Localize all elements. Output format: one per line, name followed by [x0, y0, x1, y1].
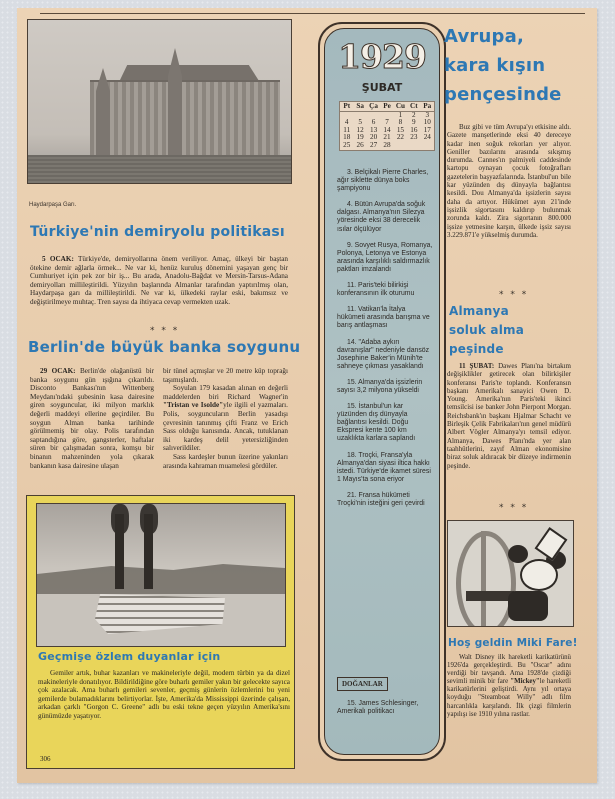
calendar-event: 18. Troçki, Fransa'yla Almanya'dan siyasi iltica hakkı istedi. Türkiye'de ikamet süresi 1 Mayıs'ta sona eriyor	[337, 451, 431, 483]
calendar-event: 14. "Adaba aykırı davranışlar" nedeniyle dansöz Josephine Baker'in Münih'te sahneye çıkması yasaklandı	[337, 338, 430, 370]
date-label: 29 OCAK:	[40, 367, 76, 375]
calendar-event: 21. Fransa hükümeti Troçki'nin isteğini geri çevirdi	[337, 491, 425, 507]
calendar-day: 23	[410, 133, 418, 141]
calendar-day: 6	[371, 118, 376, 126]
headline-line: Almanya	[449, 304, 509, 318]
paragraph: Sass kardeşler bunun üzerine yakınları arasında kahraman muamelesi gördüler.	[163, 452, 288, 470]
separator-stars: * * *	[150, 326, 180, 336]
article-text: Türkiye'de, demiryollarına önem veriliyor. Amaç, ülkeyi bir baştan ötekine demir ağlarla örmek... Ne var ki, henüz kuruluş dönemini yaşayan genç bir Cumhuriyet için pek zor bir iş... Bu arada, Anadolu-Bağdat ve Mersin-Tarsus-Adana demiryolları millileştirildi. Yüzyılın başlarında Almanlar tarafından yaptırılmış olan, Haydarpaşa garı da millileştirildi. Ne var ki, ülkedeki raylar eski, bakımsız ve değiştirilmeye muhtaç. Tren sayısı da ihtiyaca cevap vermekten uzak.	[30, 255, 288, 306]
weekday-header: Pt	[340, 103, 353, 112]
calendar-day: 20	[369, 133, 378, 141]
article-germany-body	[447, 362, 571, 470]
article-railway-body	[30, 255, 288, 307]
top-rule	[40, 13, 585, 14]
article-text: Soyulan 179 kasadan alınan en değerli maddelerden biri Richard Wagner'in	[163, 384, 288, 401]
page-number: 306	[40, 755, 51, 763]
headline-line: kara kışın	[444, 55, 546, 76]
article-text: le hareketli karikatürlerini geliştirdi. Aynı yıl ortaya koyduğu "Steamboat Willy" adlı film harcanlıkla karşılandı. İlk çizgi filmlerin yapılışı ise 1910 yılına rastlar.	[447, 678, 571, 718]
calendar-event: 4. Bütün Avrupa'da soğuk dalgası. Almanya'nın Silezya yöresinde eksi 38 derecelik ısılar ölçülüyor	[337, 201, 426, 233]
calendar-day: 2	[412, 110, 416, 119]
calendar-month: ŞUBAT	[361, 81, 403, 94]
headline-line: Avrupa,	[444, 26, 524, 47]
calendar-day: 22	[396, 133, 405, 141]
birth-entry: 15. James Schlesinger, Amerikalı politikacı	[337, 700, 419, 716]
paddle-steamer-photo	[36, 503, 286, 647]
article-berlin-col1	[30, 367, 154, 470]
article-mickey-body	[447, 654, 571, 719]
weekday-header: Ct	[407, 103, 420, 112]
calendar-day: 11	[343, 125, 351, 134]
calendar-day: 15	[396, 125, 405, 134]
calendar-day: 24	[423, 133, 431, 141]
calendar-day: 7	[385, 118, 389, 126]
births-list	[337, 700, 433, 724]
calendar-day: 18	[343, 133, 351, 141]
calendar-day: 26	[356, 140, 364, 149]
article-text: Berlin'de olağanüstü bir banka soygunu gün ışığına çıkarıldı. Disconto Bankası'nın Wittenberg Meydanı'ndaki şubesinin kasa dairesine giren soyguncular, iki milyon marklık değerli maddeyi ellerine geçirdiler. Bu soygun Alman banka tarihinde görülmemiş bir olay. Polis tarafından saptandığına göre, gangsterler, haftalar süren bir çalışmadan sonra, komşu bir binanın mahzeninden yola çıkarak bankanın kasa dairesine ulaşan	[30, 367, 154, 470]
calendar-event: 15. İstanbul'un kar yüzünden dış dünyayla bağlantısı kesildi. Doğu Ekspresi kente 100 km uzaklıkta karlara saplandı	[337, 403, 416, 443]
headline-mickey: Hoş geldin Miki Fare!	[448, 637, 578, 649]
calendar-day: 25	[343, 140, 351, 149]
calendar-event: 15. Almanya'da işsizlerin sayısı 3,2 milyona yükseldi	[337, 378, 423, 394]
mickey-mouse-photo	[447, 520, 574, 627]
calendar-day: 17	[423, 125, 431, 134]
weekday-header: Ça	[367, 103, 380, 112]
calendar-events	[337, 169, 433, 516]
headline-railway-policy: Türkiye'nin demiryolu politikası	[30, 224, 285, 240]
weekday-header: Pe	[380, 103, 393, 112]
calendar-day	[394, 142, 407, 150]
calendar-day: 21	[383, 133, 391, 141]
headline-line: peşinde	[449, 342, 504, 356]
date-label: 11 ŞUBAT:	[459, 362, 495, 370]
calendar-year: 1929	[338, 37, 426, 76]
calendar-day: 28	[383, 140, 391, 149]
separator-stars: * * *	[499, 290, 529, 300]
date-label: 5 OCAK:	[42, 255, 74, 263]
calendar-day: 1	[398, 110, 403, 119]
calendar-day	[421, 142, 434, 150]
headline-line: soluk alma	[449, 323, 525, 337]
calendar-event: 3. Belçikalı Pierre Charles, ağır siklette dünya boks şampiyonu	[337, 169, 429, 193]
headline-europe-winter	[444, 22, 562, 109]
calendar-day	[407, 142, 420, 150]
calendar-event: 11. Vatikan'la İtalya hükümeti arasında barışma ve barış antlaşması	[337, 306, 430, 330]
haydarpasa-station-photo	[27, 19, 292, 184]
headline-nostalgia: Geçmişe özlem duyanlar için	[38, 650, 221, 663]
article-winter-body: Buz gibi ve tüm Avrupa'yı etkisine aldı. Gazete manşetlerinde eksi 40 dereceye kadar inen soğuk rekorları yer alıyor. Geniller bazılarını arasında sıkışmış durumda. Cannes'ın palmiyeli caddesinde kartopu oynayan çocuk fotoğrafları gazetelerin başyazfalarında. İstanbul'un bile kar yüzünden dış dünyayla bağlantısı kesildi. Dou Almanya'da işsizlerin sayısı daha da artıyor. Hükümet ayın 21'inde işsizlik sigortasını kaldırıp bulunmak zorunda kaldı. Zira sigortanın 800.000 işsize yetmesine karşın, ülkede işsiz sayısı 3.229.871'e yükselmiş durumda.	[447, 123, 571, 239]
article-text: Walt Disney ilk hareketli karikatürünü 1926'da gerçekleştirdi. Bu "Oscar" adını verdiği bir tavşandı. Ama 1928'de çizdiği sevimli minik bir fare	[447, 654, 571, 686]
calendar-day: 4	[344, 118, 349, 126]
calendar-event: 9. Sovyet Rusya, Romanya, Polonya, Letonya ve Estonya arasında karşılıklı saldırmazlık paktları imzalandı	[337, 241, 433, 273]
headline-berlin-robbery: Berlin'de büyük banka soygunu	[28, 338, 301, 356]
separator-stars: * * *	[499, 503, 529, 513]
calendar-day: 14	[383, 125, 391, 134]
calendar-day: 12	[356, 125, 364, 134]
article-text: yle ilgili el yazmaları. Polis, soyguncuların Berlin yasadışı çevresinin tanınmış çifti Franz ve Erich Sass olduğu kanısında. Ancak, tutuklanan iki kardeş delil yetersizliğinden salıverildiler.	[163, 401, 288, 453]
weekday-header: Cu	[394, 103, 407, 112]
paragraph: bir tünel açmışlar ve 20 metre küp toprağı taşımışlardı.	[163, 367, 288, 384]
calendar-day: 10	[423, 118, 431, 126]
photo-caption: Haydarpaşa Garı.	[29, 202, 77, 208]
calendar-grid	[339, 101, 435, 151]
calendar-panel	[318, 22, 446, 761]
calendar-day: 13	[369, 125, 378, 134]
headline-line: pençesinde	[444, 84, 562, 105]
calendar-day: 8	[398, 118, 403, 126]
weekday-header: Sa	[353, 103, 366, 112]
bold-title: "Tristan ve Isolde"	[163, 401, 224, 410]
article-text: Dawes Planı'na birtakım değişiklikler getirecek olan bilirkişiler konferansı Paris'te toplandı. Konferansın başkanı Amerikalı sanayici Owen D. Young. Amerika'nın Paris'teki ikinci temsilcisi ise banker John Pierpont Morgan. Reichsbank'ın başkanı Hjalmar Schacht ve Birleşik Çelik Fabrikaları'nın genel müdürü Albert Vögler Almanya'yı temsil ediyor. Almanya, Dawes Planı'nda yer alan taahhütlerini, zayıf Alman ekonomisine biraz soluk aldıracak bir düzeye indirmenin peşinde.	[447, 362, 571, 470]
births-label: DOĞANLAR	[337, 677, 388, 691]
article-steamboat-body: Gemiler artık, buhar kazanları ve makineleriyle değil, modern türbin ya da dizel makineleriyle donatılıyor. Bildirildiğine göre buharlı gemiler yakın bir gelecekte sayıca çok azalacak. Ama buharlı gemileri sevenler, geçmiş günlerin özlemlerini bu yeni gemilerde bulamadıklarını belirtiyorlar. İşte, Amerika'da Mississippi üzerinde çalışan, arkadan çarklı "Gorgon C. Greene" adlı bu eski tekne geçen yüzyılın Amerika'sını günümüzde yaşatıyor.	[38, 669, 290, 720]
paragraph	[163, 384, 288, 453]
calendar-panel-inner	[324, 28, 440, 755]
calendar-day: 19	[356, 133, 364, 141]
calendar-event: 11. Paris'teki bilirkişi konferansının ilk oturumu	[337, 282, 415, 298]
calendar-day: 5	[358, 118, 362, 126]
calendar-day: 27	[369, 140, 378, 149]
bold-title: "Mickey"	[510, 678, 540, 686]
weekday-header: Pa	[421, 103, 434, 112]
calendar-day: 3	[425, 110, 430, 119]
calendar-day: 16	[410, 125, 418, 134]
calendar-day: 9	[412, 118, 416, 126]
article-berlin-col2	[163, 367, 288, 470]
headline-germany	[449, 302, 524, 359]
